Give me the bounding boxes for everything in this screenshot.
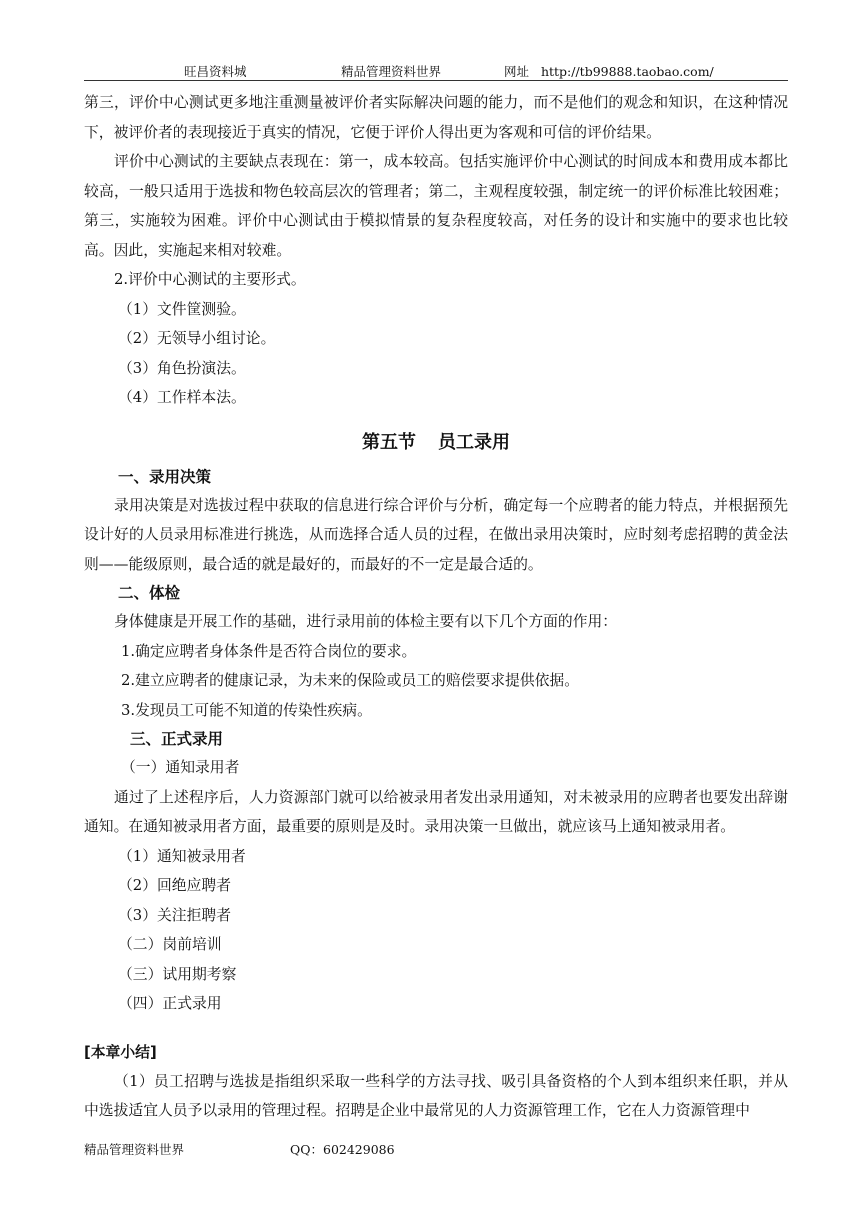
list-item: （2）回绝应聘者 bbox=[118, 877, 231, 894]
list-item: （1）文件筐测验。 bbox=[118, 300, 246, 318]
list-item: （二）岗前培训 bbox=[118, 936, 222, 953]
heading-medical-exam: 二、体检 bbox=[118, 584, 181, 602]
paragraph-forms-heading: 2.评价中心测试的主要形式。 bbox=[114, 271, 306, 288]
paragraph-notify: 通过了上述程序后，人力资源部门就可以给被录用者发出录用通知，对未被录用的应聘者也要发出辞谢通知。在通知被录用者方面，最重要的原则是及时。录用决策一旦做出，就应该马上通知被录用者。 bbox=[84, 788, 788, 835]
paragraph-summary: （1）员工招聘与选拔是指组织采取一些科学的方法寻找、吸引具备资格的个人到本组织来任职，并从中选拔适宜人员予以录用的管理过程。招聘是企业中最常见的人力资源管理工作，它在人力资源管理中 bbox=[84, 1072, 788, 1119]
list-item: 1.确定应聘者身体条件是否符合岗位的要求。 bbox=[121, 642, 417, 660]
heading-hiring-decision: 一、录用决策 bbox=[118, 467, 212, 486]
header-url-label: 网址 bbox=[504, 64, 530, 79]
header-url-group bbox=[504, 62, 714, 80]
heading-formal-hiring: 三、正式录用 bbox=[130, 730, 224, 748]
header-url-link[interactable]: http://tb99888.taobao.com/ bbox=[540, 64, 714, 79]
list-item: （四）正式录用 bbox=[118, 995, 222, 1012]
header-world-name: 精品管理资料世界 bbox=[341, 64, 442, 79]
section-title: 员工录用 bbox=[438, 431, 510, 453]
page-header bbox=[84, 62, 788, 81]
paragraph-disadvantages: 评价中心测试的主要缺点表现在：第一，成本较高。包括实施评价中心测试的时间成本和费用成本都比较高，一般只适用于选拔和物色较高层次的管理者；第二，主观程度较强，制定统一的评价标准比较困难；第三，实施较为困难。评价中心测试由于模拟情景的复杂程度较高，对任务的设计和实施中的要求也比较高。因此，实施起来相对较难。 bbox=[84, 153, 788, 259]
list-item: （1）通知被录用者 bbox=[118, 847, 246, 865]
header-site-name: 旺昌资料城 bbox=[184, 64, 247, 79]
section-number: 第五节 bbox=[362, 431, 416, 453]
list-item: 2.建立应聘者的健康记录，为未来的保险或员工的赔偿要求提供依据。 bbox=[121, 672, 580, 689]
paragraph-medical-exam: 身体健康是开展工作的基础，进行录用前的体检主要有以下几个方面的作用： bbox=[114, 613, 618, 630]
paragraph-third-advantage: 第三，评价中心测试更多地注重测量被评价者实际解决问题的能力，而不是他们的观念和知识，在这种情况下，被评价者的表现接近于真实的情况，它便于评价人得出更为客观和可信的评价结果。 bbox=[84, 94, 788, 141]
section-heading bbox=[84, 430, 788, 456]
list-item: （2）无领导小组讨论。 bbox=[118, 330, 276, 347]
list-item: （4）工作样本法。 bbox=[118, 389, 246, 406]
subheading-notify: （一）通知录用者 bbox=[121, 759, 240, 776]
list-item: （三）试用期考察 bbox=[118, 965, 237, 983]
paragraph-hiring-decision: 录用决策是对选拔过程中获取的信息进行综合评价与分析，确定每一个应聘者的能力特点，并根据预先设计好的人员录用标准进行挑选，从而选择合适人员的过程，在做出录用决策时，应时刻考虑招聘的黄金法则——能级原则，最合适的就是最好的，而最好的不一定是最合适的。 bbox=[84, 496, 788, 573]
footer-site-name: 精品管理资料世界 bbox=[84, 1142, 185, 1157]
list-item: （3）角色扮演法。 bbox=[118, 359, 246, 377]
document-body bbox=[84, 88, 788, 1126]
footer-qq: QQ：602429086 bbox=[290, 1142, 395, 1157]
chapter-summary-heading: [本章小结] bbox=[84, 1043, 157, 1061]
list-item: 3.发现员工可能不知道的传染性疾病。 bbox=[121, 701, 372, 719]
list-item: （3）关注拒聘者 bbox=[118, 906, 231, 924]
